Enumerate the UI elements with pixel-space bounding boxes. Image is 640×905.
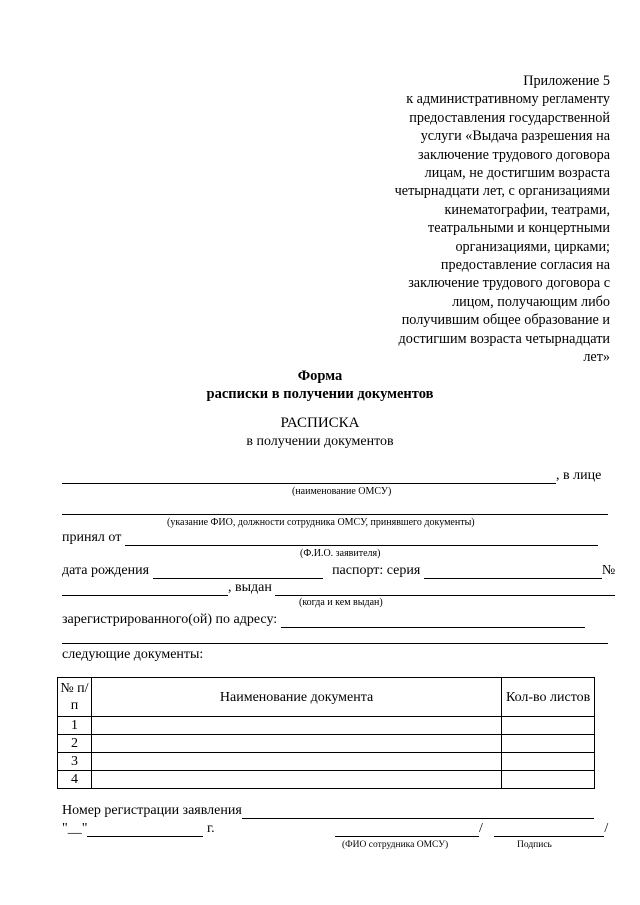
row-sheets-cell[interactable] [502,735,595,753]
header-num: № п/п [58,678,92,717]
address-label: зарегистрированного(ой) по адресу: [62,612,278,627]
signature-field[interactable] [494,822,604,837]
annex-line: театральными и концертными [428,220,610,237]
address-row-2 [62,628,610,644]
in-person-label: , в лице [556,468,602,483]
documents-table [57,677,595,789]
annex-line: заключение трудового договора с [408,275,610,292]
annex-line: предоставления государственной [409,109,610,126]
applicant-field[interactable] [125,531,598,546]
row-sheets-cell[interactable] [502,753,595,771]
row-name-cell[interactable] [91,771,501,789]
table-row [58,753,595,771]
address-field-2[interactable] [62,629,608,644]
accepted-from-label: принял от [62,530,122,545]
documents-label: следующие документы: [62,647,204,662]
row-number: 4 [58,771,92,789]
annex-line: предоставление согласия на [440,257,610,274]
employee-name-field[interactable] [335,822,479,837]
omsu-row [62,468,610,484]
employee-caption: (указание ФИО, должности сотрудника ОМСУ, принявшего документы) [167,517,475,528]
omsu-field[interactable] [62,469,556,484]
annex-line: услуги «Выдача разрешения на [420,128,610,145]
table-row [58,735,595,753]
date-field[interactable] [87,822,203,837]
annex-line: Приложение 5 [523,73,610,89]
annex-line: заключение трудового договора [418,146,610,163]
reg-row [62,803,610,819]
omsu-caption: (наименование ОМСУ) [292,486,392,497]
annex-line: кинематографии, театрами, [444,201,610,218]
table-header-row [58,678,595,717]
form-title: Форма [297,368,343,384]
annex-line: достигшим возраста четырнадцати [398,330,610,347]
issued-field[interactable] [275,581,615,596]
passport-label: паспорт: серия [332,563,421,578]
employee-row [62,499,610,515]
footer-signature-caption: Подпись [517,840,552,850]
address-field[interactable] [281,613,585,628]
documents-row [62,647,610,663]
birth-passport-row [62,563,616,579]
row-sheets-cell[interactable] [502,717,595,735]
annex-line: организациями, цирками; [455,238,610,255]
footer-employee-caption: (ФИО сотрудника ОМСУ) [342,840,449,850]
header-sheets: Кол-во листов [502,678,595,717]
row-name-cell[interactable] [91,753,501,771]
reg-label: Номер регистрации заявления [62,803,242,818]
issued-caption: (когда и кем выдан) [299,597,383,608]
row-sheets-cell[interactable] [502,771,595,789]
reg-number-field[interactable] [242,804,594,819]
birth-date-field[interactable] [153,564,323,579]
accepted-from-row [62,530,610,546]
annex-line: четырнадцати лет, с организациями [394,183,610,200]
annex-line: лицом, получающим либо [452,293,610,310]
passport-number-field[interactable] [62,581,228,596]
year-suffix: г. [206,821,215,836]
slash-2: / [604,821,609,836]
birth-date-label: дата рождения [62,563,150,578]
receipt-subtitle: в получении документов [246,434,394,449]
date-prefix: "__" [62,821,88,836]
annex-line: к административному регламенту [406,91,610,108]
row-name-cell[interactable] [91,735,501,753]
passport-series-field[interactable] [424,564,602,579]
annex-line: получившим общее образование и [401,312,610,329]
employee-field[interactable] [62,500,608,515]
row-number: 1 [58,717,92,735]
annex-header [370,72,610,367]
header-name: Наименование документа [91,678,501,717]
slash-1: / [479,821,483,836]
applicant-caption: (Ф.И.О. заявителя) [300,548,381,559]
issued-row [62,580,610,596]
row-number: 2 [58,735,92,753]
table-row [58,771,595,789]
address-row [62,612,610,628]
row-number: 3 [58,753,92,771]
number-sign: № [601,563,616,578]
annex-line: лицам, не достигшим возраста [424,165,610,182]
form-subtitle: расписки в получении документов [206,386,434,402]
issued-label: , выдан [228,580,272,595]
table-row [58,717,595,735]
receipt-title: РАСПИСКА [280,415,360,431]
annex-line: лет» [583,349,610,366]
row-name-cell[interactable] [91,717,501,735]
signature-block [335,821,608,837]
